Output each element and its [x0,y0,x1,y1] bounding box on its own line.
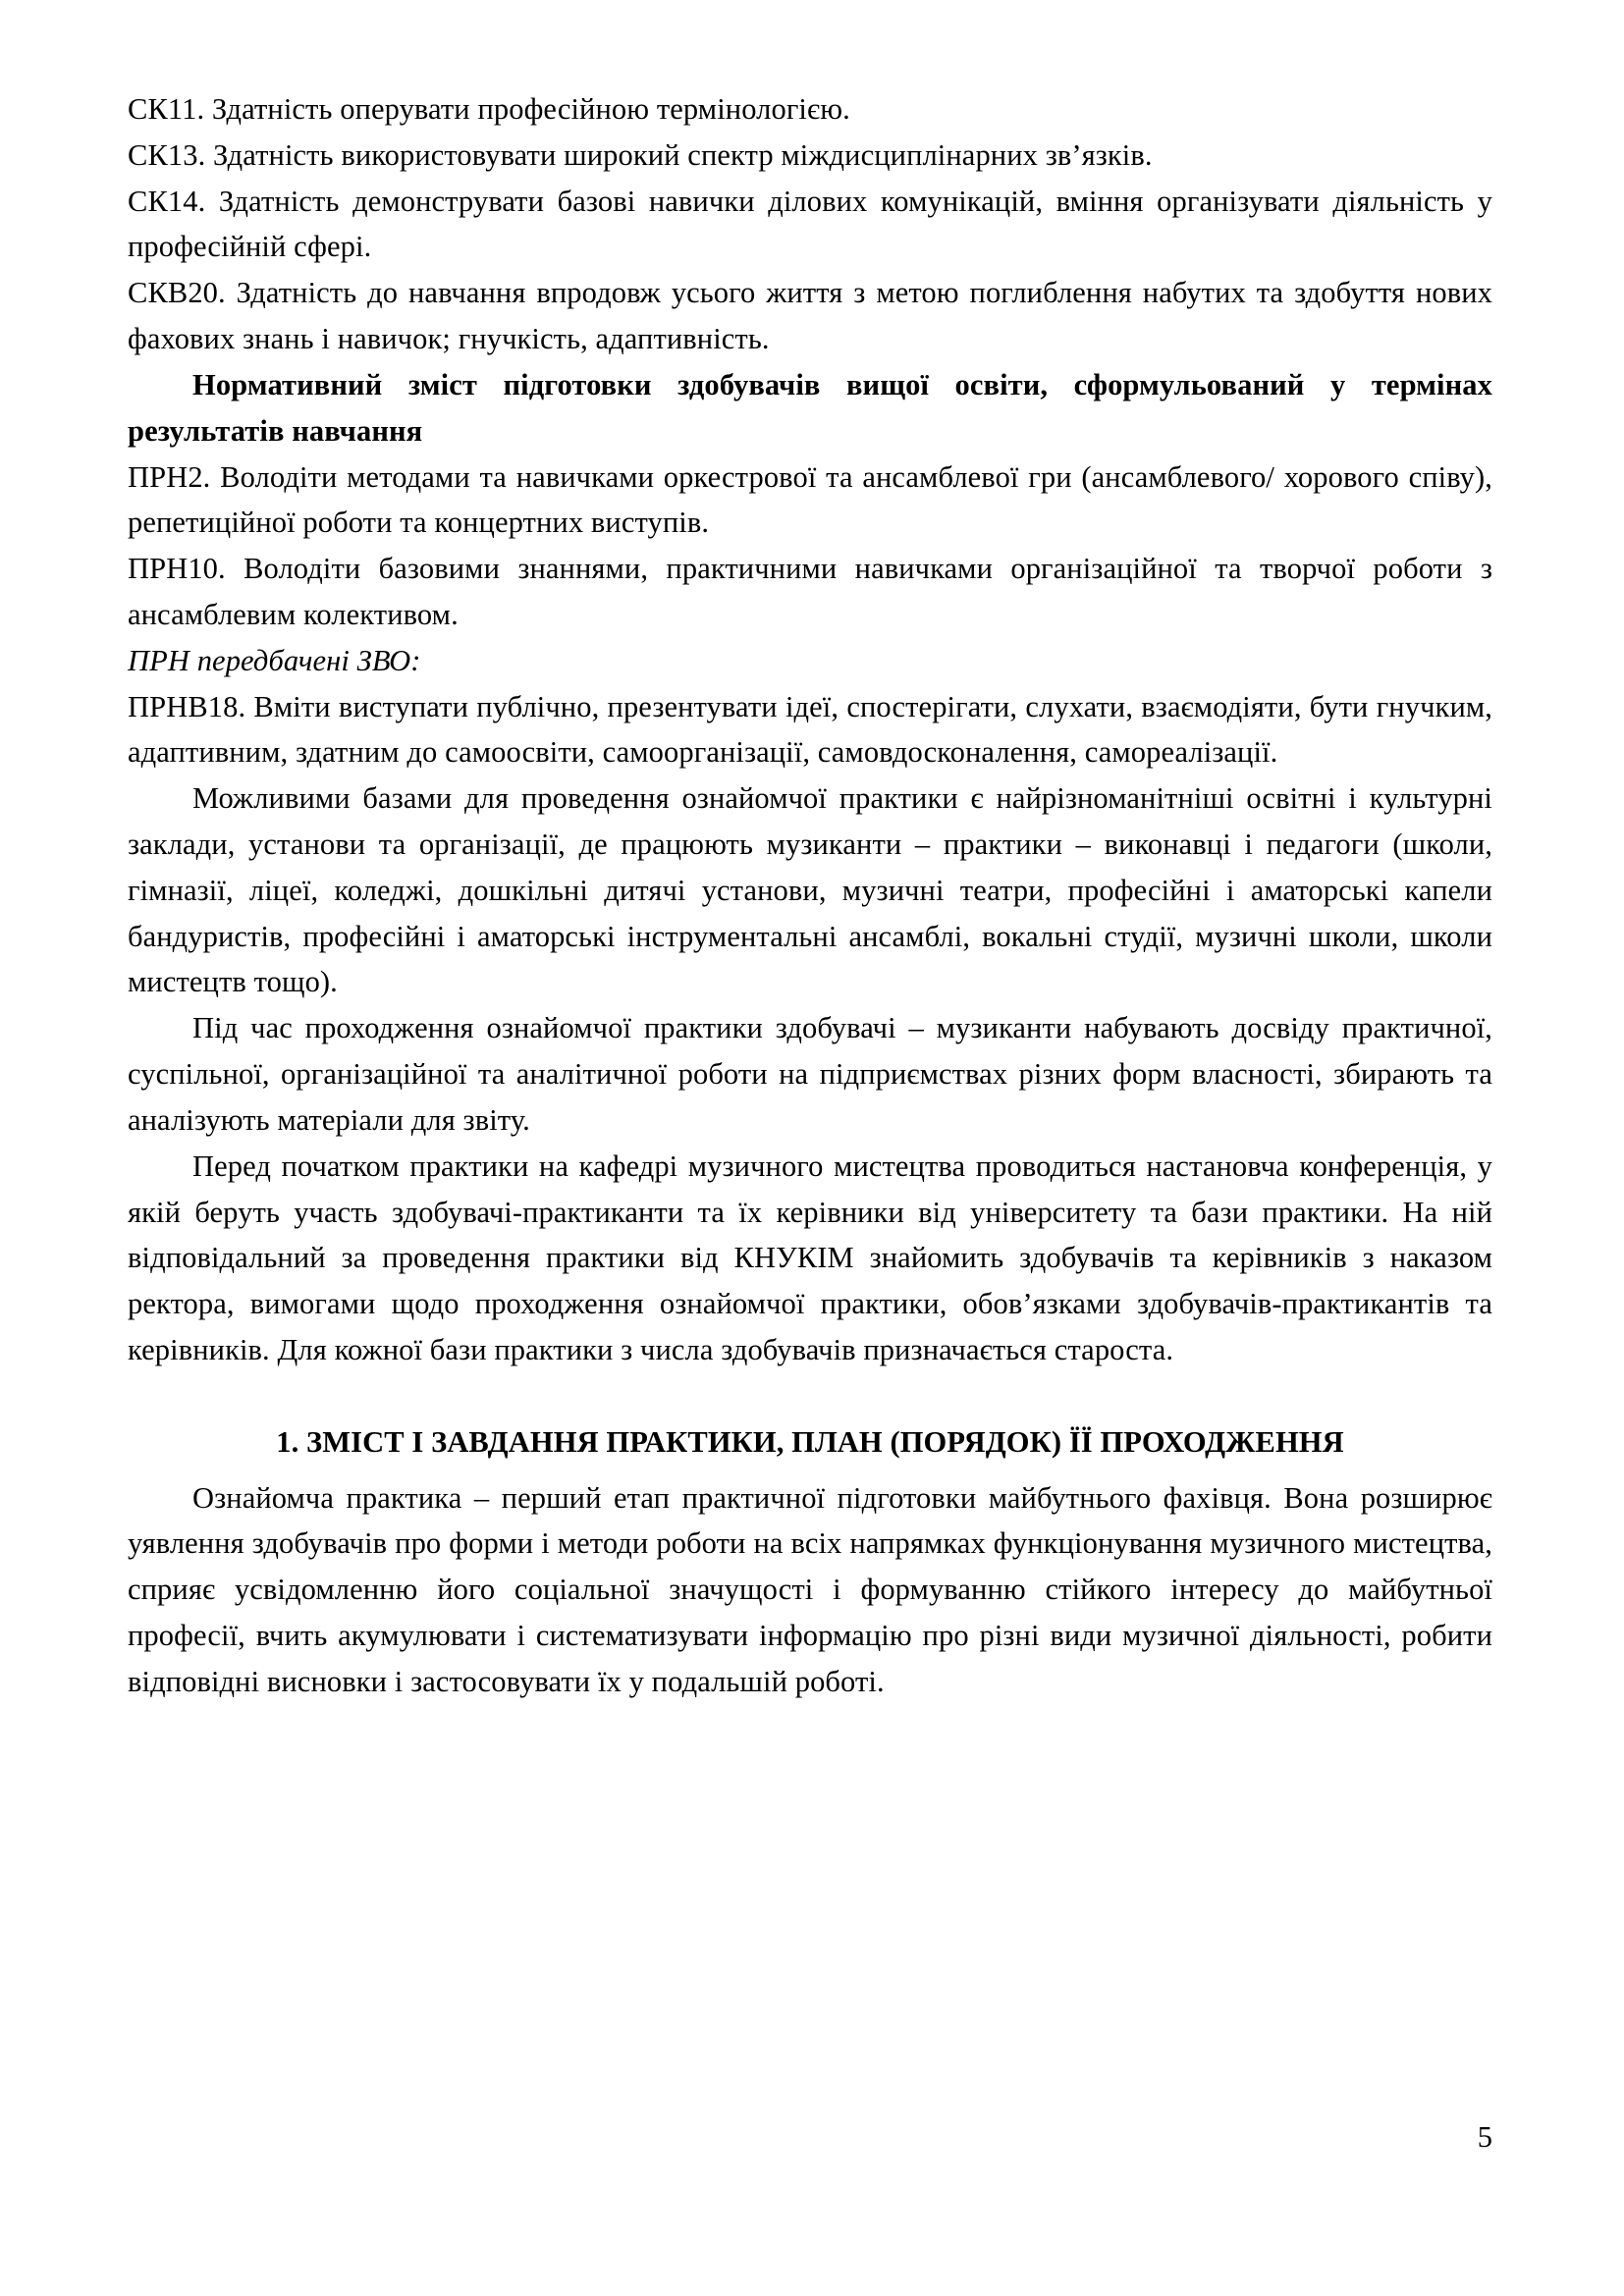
normative-content-heading: Нормативний зміст підготовки здобувачів вищої освіти, сформульований у термінах результатів навчання [128,367,1492,448]
heading-spacer-bottom [128,1466,1492,1475]
competency-item-skv20: СКВ20. Здатність до навчання впродовж усього життя з метою поглиблення набутих та здобуття нових фахових знань і навичок; гнучкість, адаптивність. [128,276,1492,356]
paragraph-introductory-conference: Перед початком практики на кафедрі музичного мистецтва проводиться настановча конференція, у якій беруть участь здобувачі-практиканти та їх керівники від університету та бази практики. На ній відповідальний за проведення практики від КНУКІМ знайомить здобувачів та керівників з наказом ректора, вимогами щодо проходження ознайомчої практики, обов’язками здобувачів-практикантів та керівників. Для кожної бази практики з числа здобувачів призначається староста. [128,1148,1492,1366]
paragraph-introductory-practice-definition: Ознайомча практика – перший етап практичної підготовки майбутнього фахівця. Вона розширює уявлення здобувачів про форми і методи роботи на всіх напрямках функціонування музичного мистецтва, сприяє усвідомленню його соціальної значущості і формуванню стійкого інтересу до майбутньої професії, вчить акумулювати і систематизувати інформацію про різні види музичної діяльності, робити відповідні висновки і застосовувати їх у подальшій роботі. [128,1480,1492,1698]
heading-spacer-top [128,1373,1492,1419]
section-heading-1: 1. ЗМІСТ І ЗАВДАННЯ ПРАКТИКИ, ПЛАН (ПОРЯДОК) ЇЇ ПРОХОДЖЕННЯ [276,1424,1344,1459]
learning-outcome-prn10: ПРН10. Володіти базовими знаннями, практичними навичками організаційної та творчої роботи з ансамблевим колективом. [128,552,1492,631]
learning-outcome-prn2: ПРН2. Володіти методами та навичками оркестрової та ансамблевої гри (ансамблевого/ хорового співу), репетиційної роботи та концертних виступів. [128,459,1492,540]
paragraph-practice-experience: Під час проходження ознайомчої практики здобувачі – музиканти набувають досвіду практичної, суспільної, організаційної та аналітичної роботи на підприємствах різних форм власності, збирають та аналізують матеріали для звіту. [128,1011,1492,1137]
learning-outcome-prnv18: ПРНВ18. Вміти виступати публічно, презентувати ідеї, спостерігати, слухати, взаємодіяти, бути гнучким, адаптивним, здатним до самоосвіти, самоорганізації, самовдосконалення, самореалізації. [128,689,1492,770]
page-number: 5 [1477,2120,1492,2154]
page-content [128,86,1492,1705]
competency-item-sk13: СК13. Здатність використовувати широкий спектр міждисциплінарних зв’язків. [128,137,1153,172]
zvo-subheading: ПРН передбачені ЗВО: [128,643,421,677]
competency-item-sk14: СК14. Здатність демонструвати базові навички ділових комунікацій, вміння організувати діяльність у професійній сфері. [128,184,1492,264]
competency-item-sk11: СК11. Здатність оперувати професійною термінологією. [128,92,850,126]
paragraph-practice-bases: Можливими базами для проведення ознайомчої практики є найрізноманітніші освітні і культурні заклади, установи та організації, де працюють музиканти – практики – виконавці і педагоги (школи, гімназії, ліцеї, коледжі, дошкільні дитячі установи, музичні театри, професійні і аматорські капели бандуристів, професійні і аматорські інструментальні ансамблі, вокальні студії, музичні школи, школи мистецтв тощо). [128,781,1492,999]
